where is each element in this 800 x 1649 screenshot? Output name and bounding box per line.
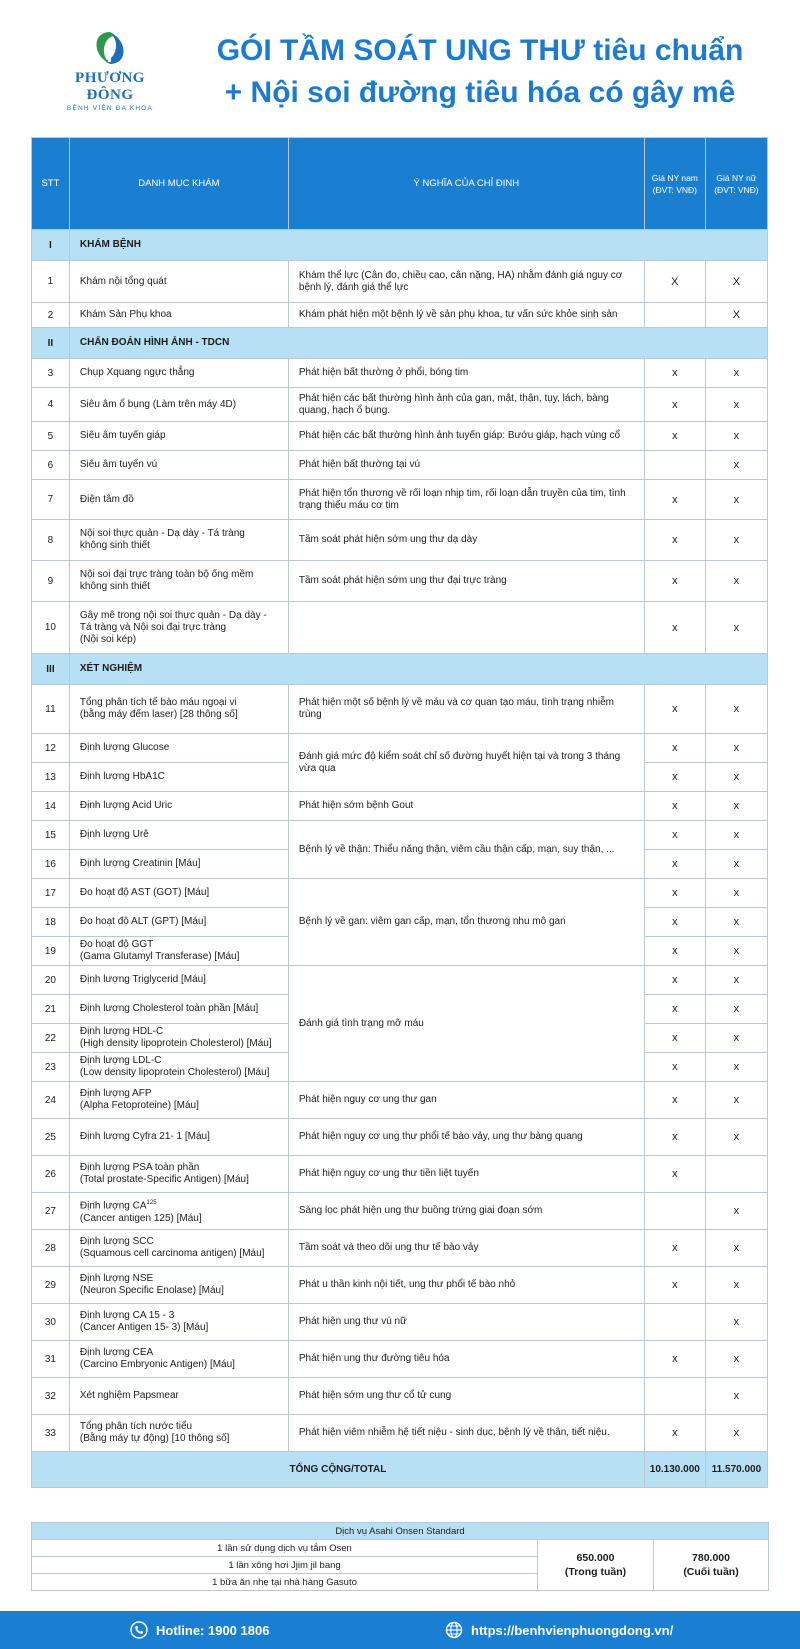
header-male-unit: (ĐVT: VNĐ) bbox=[652, 184, 697, 195]
row-name-line: Định lượng CEA bbox=[79, 1347, 154, 1358]
row-name-line: không sinh thiết bbox=[79, 540, 150, 551]
row-stt: 26 bbox=[32, 1156, 70, 1193]
row-female-mark: X bbox=[705, 261, 767, 303]
row-name: Định lượng Cholesterol toàn phần [Máu] bbox=[69, 995, 288, 1024]
row-name-line: (Carcino Embryonic Antigen) [Máu] bbox=[79, 1359, 235, 1370]
row-name-line: (Squamous cell carcinoma antigen) [Máu] bbox=[79, 1248, 265, 1259]
row-meaning: Phát hiện viêm nhiễm hệ tiết niệu - sinh dục, bệnh lý về thận, tiết niệu. bbox=[288, 1415, 644, 1452]
row-name-line: (Nội soi kép) bbox=[79, 633, 137, 645]
onsen-item: 1 lần sử dụng dịch vụ tắm Osen bbox=[32, 1540, 538, 1557]
row-name: Định lượng Acid Uric bbox=[69, 792, 288, 821]
row-stt: 7 bbox=[32, 480, 70, 520]
website-link[interactable] bbox=[445, 1621, 673, 1639]
row-male-mark: x bbox=[644, 685, 705, 734]
table-row bbox=[32, 388, 768, 422]
row-name: Siêu âm tuyến giáp bbox=[69, 422, 288, 451]
table-row bbox=[32, 1304, 768, 1341]
row-meaning: Phát hiện nguy cơ ung thư gan bbox=[288, 1082, 644, 1119]
table-row bbox=[32, 821, 768, 850]
total-male-price: 10.130.000 bbox=[644, 1452, 705, 1488]
logo-subtitle: BỆNH VIỆN ĐA KHOA bbox=[66, 105, 154, 112]
hotline-text: Hotline: 1900 1806 bbox=[156, 1622, 270, 1638]
row-meaning: Phát u thần kinh nội tiết, ung thư phổi tế bào nhỏ bbox=[288, 1267, 644, 1304]
table-row bbox=[32, 303, 768, 328]
row-name: Định lượng Urê bbox=[69, 821, 288, 850]
row-stt: 8 bbox=[32, 520, 70, 561]
row-name-line: (Gama Glutamyl Transferase) [Máu] bbox=[79, 951, 240, 962]
row-meaning: Phát hiện nguy cơ ung thư phổi tế bào vảy, ung thư bàng quang bbox=[288, 1119, 644, 1156]
row-male-mark: x bbox=[644, 734, 705, 763]
row-name: Định lượng Creatinin [Máu] bbox=[69, 850, 288, 879]
row-male-mark bbox=[644, 1378, 705, 1415]
table-row bbox=[32, 1193, 768, 1230]
row-female-mark: x bbox=[705, 422, 767, 451]
row-meaning: Phát hiện ung thư đường tiêu hóa bbox=[288, 1341, 644, 1378]
row-female-mark: x bbox=[705, 821, 767, 850]
row-female-mark: x bbox=[705, 1024, 767, 1053]
row-meaning: Bệnh lý về thận: Thiểu năng thận, viêm cầu thận cấp, mạn, suy thận, ... bbox=[288, 821, 644, 879]
section-title: CHẨN ĐOÁN HÌNH ẢNH - TDCN bbox=[69, 328, 767, 359]
row-stt: 15 bbox=[32, 821, 70, 850]
row-name-line: Nội soi đại trực tràng toàn bộ ống mềm bbox=[79, 569, 254, 580]
row-male-mark: x bbox=[644, 821, 705, 850]
header-meaning: Ý NGHĨA CỦA CHỈ ĐỊNH bbox=[288, 138, 644, 230]
section-number: III bbox=[32, 654, 70, 685]
logo-mark-icon bbox=[88, 28, 132, 68]
row-name bbox=[69, 520, 288, 561]
header-male-label: Giá NY nam bbox=[651, 172, 698, 183]
row-male-mark: x bbox=[644, 359, 705, 388]
row-stt: 5 bbox=[32, 422, 70, 451]
row-name bbox=[69, 1230, 288, 1267]
row-name: Định lượng Glucose bbox=[69, 734, 288, 763]
row-name bbox=[69, 1341, 288, 1378]
row-female-mark: x bbox=[705, 850, 767, 879]
row-name bbox=[69, 1304, 288, 1341]
row-male-mark: x bbox=[644, 602, 705, 654]
row-stt: 28 bbox=[32, 1230, 70, 1267]
hotline-link[interactable] bbox=[130, 1621, 269, 1639]
row-meaning: Phát hiện một số bệnh lý về máu và cơ quan tạo máu, tình trạng nhiễm trùng bbox=[288, 685, 644, 734]
row-male-mark: x bbox=[644, 879, 705, 908]
row-male-mark bbox=[644, 303, 705, 328]
row-meaning: Phát hiện các bất thường hình ảnh tuyến giáp: Bướu giáp, hạch vùng cổ bbox=[288, 422, 644, 451]
table-row bbox=[32, 879, 768, 908]
row-female-mark: x bbox=[705, 451, 767, 480]
row-meaning: Phát hiện sớm ung thư cổ tử cung bbox=[288, 1378, 644, 1415]
row-stt: 20 bbox=[32, 966, 70, 995]
row-name-line: (Cancer Antigen 15- 3) [Máu] bbox=[79, 1322, 209, 1333]
onsen-item: 1 bữa ăn nhẹ tại nhà hàng Gasuto bbox=[32, 1574, 538, 1591]
row-stt: 18 bbox=[32, 908, 70, 937]
row-name bbox=[69, 1156, 288, 1193]
row-meaning: Đánh giá mức độ kiểm soát chỉ số đường huyết hiện tại và trong 3 tháng vừa qua bbox=[288, 734, 644, 792]
row-stt: 21 bbox=[32, 995, 70, 1024]
weekday-price-label: (Trong tuần) bbox=[564, 1566, 627, 1578]
row-male-mark: x bbox=[644, 388, 705, 422]
onsen-weekday-price bbox=[538, 1540, 654, 1591]
header-stt: STT bbox=[32, 138, 70, 230]
section-number: II bbox=[32, 328, 70, 359]
table-row bbox=[32, 1341, 768, 1378]
total-label: TỔNG CỘNG/TOTAL bbox=[32, 1452, 645, 1488]
table-row bbox=[32, 1119, 768, 1156]
header-female-unit: (ĐVT: VNĐ) bbox=[714, 184, 759, 195]
weekday-price-value: 650.000 bbox=[576, 1552, 615, 1564]
row-male-mark: x bbox=[644, 480, 705, 520]
row-meaning: Phát hiện bất thường ở phổi, bóng tim bbox=[288, 359, 644, 388]
row-male-mark: x bbox=[644, 1024, 705, 1053]
row-name: Khám Sản Phụ khoa bbox=[69, 303, 288, 328]
header-female-label: Giá NY nữ bbox=[716, 172, 757, 183]
row-female-mark: x bbox=[705, 763, 767, 792]
section-row bbox=[32, 654, 768, 685]
row-name: Xét nghiệm Papsmear bbox=[69, 1378, 288, 1415]
row-name-line: (Total prostate-Specific Antigen) [Máu] bbox=[79, 1174, 249, 1185]
row-male-mark: x bbox=[644, 1082, 705, 1119]
row-female-mark: x bbox=[705, 792, 767, 821]
row-female-mark: x bbox=[705, 1378, 767, 1415]
row-meaning: Phát hiện ung thư vú nữ bbox=[288, 1304, 644, 1341]
row-stt: 6 bbox=[32, 451, 70, 480]
row-male-mark bbox=[644, 1304, 705, 1341]
row-name-line: Định lượng HDL-C bbox=[79, 1026, 164, 1037]
row-name-line: Tổng phân tích nước tiểu bbox=[79, 1421, 193, 1432]
row-male-mark bbox=[644, 451, 705, 480]
row-female-mark: x bbox=[705, 561, 767, 602]
row-stt: 1 bbox=[32, 261, 70, 303]
table-row bbox=[32, 1267, 768, 1304]
section-title: XÉT NGHIỆM bbox=[69, 654, 767, 685]
row-male-mark: x bbox=[644, 995, 705, 1024]
section-title: KHÁM BỆNH bbox=[69, 230, 767, 261]
title-line-1: GÓI TẦM SOÁT UNG THƯ tiêu chuẩn bbox=[216, 34, 744, 67]
row-name-line: Định lượng PSA toàn phần bbox=[79, 1162, 200, 1173]
table-header-row bbox=[32, 138, 768, 230]
table-row bbox=[32, 792, 768, 821]
row-name bbox=[69, 1053, 288, 1082]
page-footer bbox=[0, 1611, 800, 1649]
header-male-price bbox=[644, 138, 705, 230]
row-female-mark bbox=[705, 1156, 767, 1193]
row-stt: 12 bbox=[32, 734, 70, 763]
row-meaning: Phát hiện các bất thường hình ảnh của gan, mật, thận, tụy, lách, bàng quang, hạch ổ bụng. bbox=[288, 388, 644, 422]
row-stt: 23 bbox=[32, 1053, 70, 1082]
total-female-price: 11.570.000 bbox=[705, 1452, 767, 1488]
row-name: Định lượng Triglycerid [Máu] bbox=[69, 966, 288, 995]
row-female-mark: x bbox=[705, 734, 767, 763]
row-male-mark: x bbox=[644, 1267, 705, 1304]
row-name bbox=[69, 1082, 288, 1119]
row-female-mark: x bbox=[705, 1230, 767, 1267]
table-row bbox=[32, 520, 768, 561]
row-female-mark: x bbox=[705, 1193, 767, 1230]
table-row bbox=[32, 734, 768, 763]
row-stt: 14 bbox=[32, 792, 70, 821]
row-female-mark: x bbox=[705, 359, 767, 388]
row-name-line: (Low density lipoprotein Cholesterol) [Máu] bbox=[79, 1067, 270, 1078]
row-name: Chụp Xquang ngực thẳng bbox=[69, 359, 288, 388]
row-male-mark: x bbox=[644, 1341, 705, 1378]
row-female-mark: x bbox=[705, 480, 767, 520]
row-male-mark bbox=[644, 1193, 705, 1230]
table-row bbox=[32, 480, 768, 520]
row-name: Định lượng Cyfra 21- 1 [Máu] bbox=[69, 1119, 288, 1156]
row-meaning: Phát hiện nguy cơ ung thư tiền liệt tuyến bbox=[288, 1156, 644, 1193]
row-name-line: (Bằng máy tự động) [10 thông số] bbox=[79, 1433, 230, 1444]
row-name-line: Nội soi thực quản - Dạ dày - Tá tràng bbox=[79, 528, 245, 539]
row-male-mark: x bbox=[644, 850, 705, 879]
header-female-price bbox=[705, 138, 767, 230]
row-male-mark: x bbox=[644, 1053, 705, 1082]
onsen-item: 1 lần xông hơi Jjim jil bang bbox=[32, 1557, 538, 1574]
row-stt: 3 bbox=[32, 359, 70, 388]
row-name: Điện tâm đồ bbox=[69, 480, 288, 520]
row-female-mark: x bbox=[705, 1082, 767, 1119]
onsen-service-table bbox=[31, 1522, 769, 1591]
row-stt: 16 bbox=[32, 850, 70, 879]
row-male-mark: x bbox=[644, 520, 705, 561]
row-stt: 25 bbox=[32, 1119, 70, 1156]
row-name bbox=[69, 937, 288, 966]
row-name-line: (Cancer antigen 125) [Máu] bbox=[79, 1212, 202, 1224]
row-male-mark: x bbox=[644, 1230, 705, 1267]
row-name-line: Định lượng AFP bbox=[79, 1088, 152, 1099]
row-meaning: Khám phát hiện một bệnh lý về sản phụ khoa, tư vấn sức khỏe sinh sản bbox=[288, 303, 644, 328]
row-meaning: Bệnh lý về gan: viêm gan cấp, mạn, tổn thương nhu mô gan bbox=[288, 879, 644, 966]
row-name-superscript: 125 bbox=[146, 1200, 157, 1207]
header-category: DANH MỤC KHÁM bbox=[69, 138, 288, 230]
row-meaning: Sàng lọc phát hiện ung thư buồng trứng giai đoạn sớm bbox=[288, 1193, 644, 1230]
row-stt: 27 bbox=[32, 1193, 70, 1230]
row-meaning: Tầm soát phát hiện sớm ung thư dạ dày bbox=[288, 520, 644, 561]
weekend-price-value: 780.000 bbox=[692, 1552, 730, 1564]
row-stt: 33 bbox=[32, 1415, 70, 1452]
row-name: Siêu âm ổ bụng (Làm trên máy 4D) bbox=[69, 388, 288, 422]
row-stt: 9 bbox=[32, 561, 70, 602]
onsen-title: Dịch vụ Asahi Onsen Standard bbox=[32, 1523, 769, 1540]
section-row bbox=[32, 328, 768, 359]
row-name-line: Định lượng SCC bbox=[79, 1236, 154, 1247]
row-female-mark: x bbox=[705, 602, 767, 654]
row-stt: 10 bbox=[32, 602, 70, 654]
row-female-mark: x bbox=[705, 908, 767, 937]
row-name-line: Định lượng CA bbox=[79, 1200, 147, 1212]
row-female-mark: x bbox=[705, 388, 767, 422]
onsen-weekend-price bbox=[654, 1540, 769, 1591]
row-male-mark: x bbox=[644, 1119, 705, 1156]
row-male-mark: x bbox=[644, 422, 705, 451]
row-name-line: (High density lipoprotein Cholesterol) [Máu] bbox=[79, 1038, 272, 1049]
weekend-price-label: (Cuối tuần) bbox=[683, 1566, 739, 1578]
table-row bbox=[32, 1230, 768, 1267]
row-stt: 19 bbox=[32, 937, 70, 966]
row-stt: 31 bbox=[32, 1341, 70, 1378]
table-row bbox=[32, 561, 768, 602]
row-name-line: Tá tràng và Nội soi đại trực tràng bbox=[79, 621, 227, 633]
row-female-mark: x bbox=[705, 879, 767, 908]
row-meaning: Phát hiện tổn thương về rối loạn nhịp tim, rối loạn dẫn truyền của tim, tình trạng thiếu máu cơ tim bbox=[288, 480, 644, 520]
row-name-line: không sinh thiết bbox=[79, 581, 150, 592]
table-row bbox=[32, 966, 768, 995]
row-name-line: Đo hoạt độ GGT bbox=[79, 939, 154, 950]
row-meaning: Phát hiện sớm bệnh Gout bbox=[288, 792, 644, 821]
row-name: Đo hoạt độ AST (GOT) [Máu] bbox=[69, 879, 288, 908]
row-male-mark: X bbox=[644, 261, 705, 303]
row-name bbox=[69, 561, 288, 602]
globe-icon bbox=[445, 1621, 463, 1639]
row-stt: 2 bbox=[32, 303, 70, 328]
row-stt: 29 bbox=[32, 1267, 70, 1304]
row-meaning: Tầm soát và theo dõi ung thư tế bào vảy bbox=[288, 1230, 644, 1267]
row-male-mark: x bbox=[644, 966, 705, 995]
hospital-logo[interactable] bbox=[50, 28, 170, 112]
row-female-mark: x bbox=[705, 1053, 767, 1082]
page-header bbox=[0, 0, 800, 132]
row-name: Khám nội tổng quát bbox=[69, 261, 288, 303]
row-name: Siêu âm tuyến vú bbox=[69, 451, 288, 480]
row-name-line: (Neuron Specific Enolase) [Máu] bbox=[79, 1285, 224, 1296]
table-row bbox=[32, 685, 768, 734]
table-row bbox=[32, 1082, 768, 1119]
section-row bbox=[32, 230, 768, 261]
title-line-2: + Nội soi đường tiêu hóa có gây mê bbox=[224, 76, 736, 109]
row-male-mark: x bbox=[644, 763, 705, 792]
row-male-mark: x bbox=[644, 1415, 705, 1452]
row-name bbox=[69, 1267, 288, 1304]
row-female-mark: x bbox=[705, 995, 767, 1024]
row-male-mark: x bbox=[644, 908, 705, 937]
row-meaning: Tầm soát phát hiện sớm ung thư đại trực tràng bbox=[288, 561, 644, 602]
row-name bbox=[69, 685, 288, 734]
row-male-mark: x bbox=[644, 1156, 705, 1193]
row-female-mark: x bbox=[705, 685, 767, 734]
total-row bbox=[32, 1452, 768, 1488]
row-name: Định lượng HbA1C bbox=[69, 763, 288, 792]
row-male-mark: x bbox=[644, 561, 705, 602]
row-name bbox=[69, 602, 288, 654]
row-meaning: Phát hiện bất thường tại vú bbox=[288, 451, 644, 480]
row-name bbox=[69, 1024, 288, 1053]
row-stt: 30 bbox=[32, 1304, 70, 1341]
logo-name: PHƯƠNG ĐÔNG bbox=[75, 70, 145, 103]
row-female-mark: x bbox=[705, 520, 767, 561]
website-text: https://benhvienphuongdong.vn/ bbox=[471, 1622, 674, 1638]
row-female-mark: x bbox=[705, 1267, 767, 1304]
row-meaning bbox=[288, 602, 644, 654]
table-row bbox=[32, 1415, 768, 1452]
package-table bbox=[31, 137, 768, 1488]
row-male-mark: x bbox=[644, 937, 705, 966]
phone-icon bbox=[130, 1621, 148, 1639]
row-name-line: Định lượng NSE bbox=[79, 1273, 154, 1284]
table-row bbox=[32, 602, 768, 654]
row-female-mark: x bbox=[705, 1304, 767, 1341]
row-stt: 11 bbox=[32, 685, 70, 734]
row-name bbox=[69, 1193, 288, 1230]
row-stt: 24 bbox=[32, 1082, 70, 1119]
row-male-mark: x bbox=[644, 792, 705, 821]
row-name-line: Tổng phân tích tế bào máu ngoại vi bbox=[79, 697, 237, 708]
table-row bbox=[32, 1378, 768, 1415]
table-row bbox=[32, 261, 768, 303]
page-title bbox=[190, 30, 770, 114]
table-row bbox=[32, 1156, 768, 1193]
row-name-line: (bằng máy đếm laser) [28 thông số] bbox=[79, 709, 238, 720]
row-female-mark: x bbox=[705, 1119, 767, 1156]
row-name-line: Gây mê trong nội soi thực quản - Dạ dày - bbox=[79, 609, 267, 621]
row-meaning: Đánh giá tình trạng mỡ máu bbox=[288, 966, 644, 1082]
table-row bbox=[32, 451, 768, 480]
row-name bbox=[69, 1415, 288, 1452]
row-stt: 4 bbox=[32, 388, 70, 422]
row-female-mark: x bbox=[705, 966, 767, 995]
table-row bbox=[32, 359, 768, 388]
row-name: Đo hoạt độ ALT (GPT) [Máu] bbox=[69, 908, 288, 937]
row-meaning: Khám thể lực (Cân đo, chiều cao, cân nặng, HA) nhằm đánh giá nguy cơ bệnh lý, đánh giá thể lực bbox=[288, 261, 644, 303]
section-number: I bbox=[32, 230, 70, 261]
row-female-mark: X bbox=[705, 303, 767, 328]
row-female-mark: x bbox=[705, 1341, 767, 1378]
table-row bbox=[32, 422, 768, 451]
row-name-line: (Alpha Fetoproteine) [Máu] bbox=[79, 1100, 199, 1111]
row-stt: 17 bbox=[32, 879, 70, 908]
row-stt: 22 bbox=[32, 1024, 70, 1053]
row-female-mark: x bbox=[705, 1415, 767, 1452]
row-stt: 13 bbox=[32, 763, 70, 792]
row-name-line: Định lượng LDL-C bbox=[79, 1055, 162, 1066]
row-name-line: Định lượng CA 15 - 3 bbox=[79, 1310, 175, 1321]
row-female-mark: x bbox=[705, 937, 767, 966]
row-stt: 32 bbox=[32, 1378, 70, 1415]
